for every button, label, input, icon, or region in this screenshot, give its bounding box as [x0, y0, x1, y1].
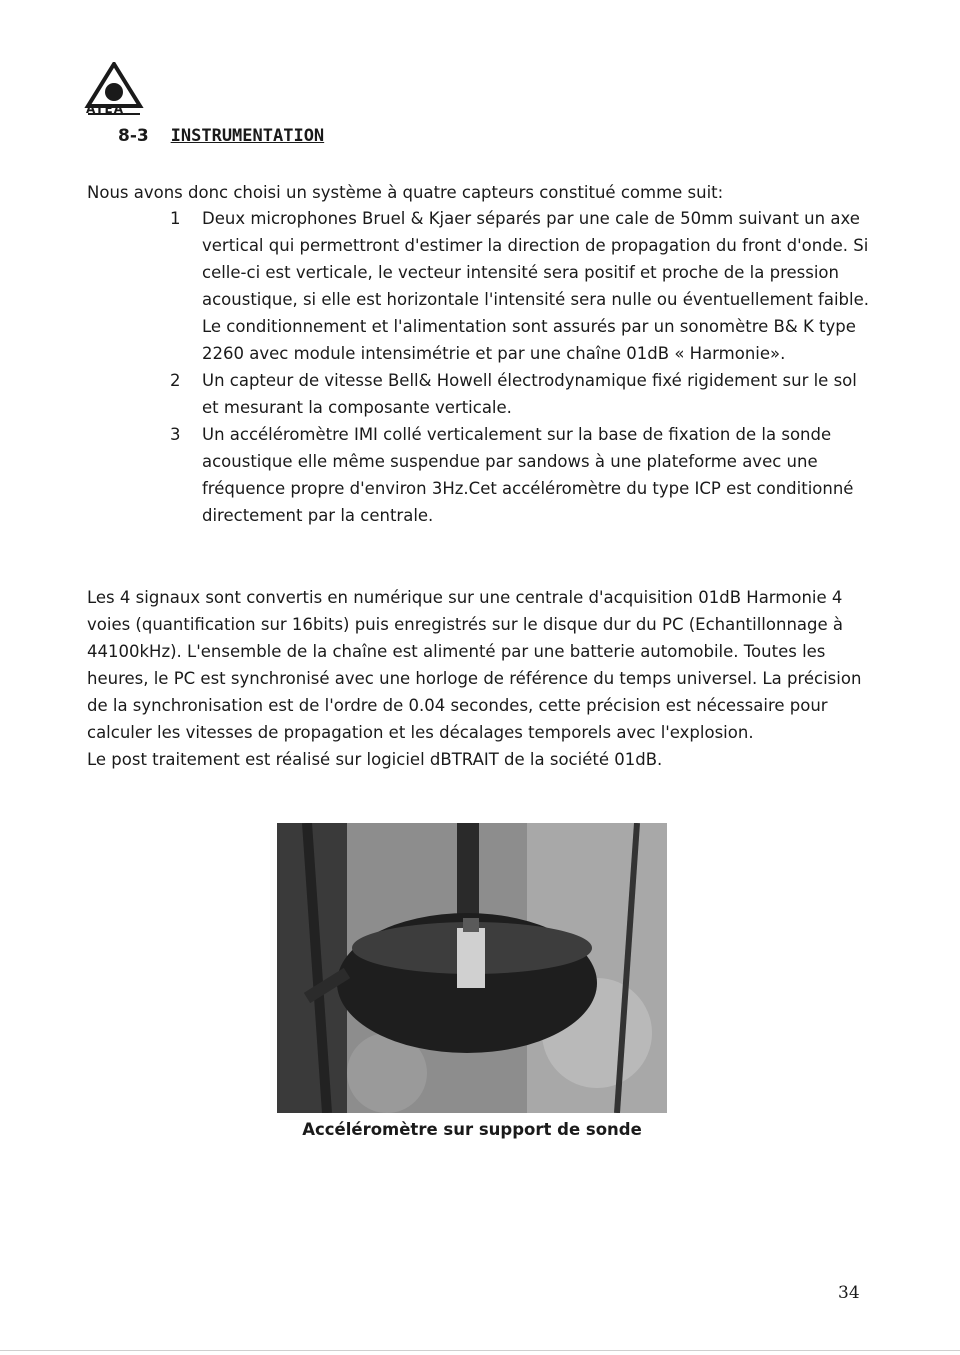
intro-text: Nous avons donc choisi un système à quatre capteurs constitué comme suit:	[87, 183, 724, 202]
body-paragraph	[87, 584, 877, 773]
section-number: 8-3	[118, 126, 149, 146]
paragraph-acquisition: Les 4 signaux sont convertis en numérique sur une centrale d'acquisition 01dB Harmonie 4 voies (quantification sur 16bits) puis enregistrés sur le disque dur du PC (Echantillonnage à 44100kHz). L'ensemble de la chaîne est alimenté par une batterie automobile. Toutes les heures, le PC est synchronisé avec une horloge de référence du temps universel. La précision de la synchronisation est de l'ordre de 0.04 secondes, cette précision est nécessaire pour calculer les vitesses de propagation et les décalages temporels avec l'explosion.	[87, 588, 862, 742]
section-title: INSTRUMENTATION	[170, 126, 325, 146]
list-item-text: Deux microphones Bruel & Kjaer séparés par une cale de 50mm suivant un axe vertical qui permettront d'estimer la direction de propagation du front d'onde. Si celle-ci est verticale, le vecteur intensité sera positif et proche de la pression acoustique, si elle est horizontale l'intensité sera nulle ou éventuellement faible. Le conditionnement et l'alimentation sont assurés par un sonomètre B& K type 2260 avec module intensimétrie et par une chaîne 01dB « Harmonie».	[202, 209, 869, 363]
list-item-text: Un capteur de vitesse Bell& Howell électrodynamique fixé rigidement sur le sol et mesurant la composante verticale.	[202, 371, 857, 417]
paragraph-post-processing: Le post traitement est réalisé sur logiciel dBTRAIT de la société 01dB.	[87, 750, 663, 769]
accelerometer-photo	[277, 823, 667, 1113]
photo-caption: Accéléromètre sur support de sonde	[302, 1120, 642, 1139]
list-item-number: 3	[170, 425, 181, 444]
page-bottom-rule	[0, 1350, 960, 1351]
list-item-number: 1	[170, 209, 181, 228]
section-heading	[118, 126, 324, 146]
list-item	[170, 421, 870, 529]
list-item-text: Un accéléromètre IMI collé verticalement sur la base de fixation de la sonde acoustique elle même suspendue par sandows à une plateforme avec une fréquence propre d'environ 3Hz.Cet accéléromètre du type ICP est conditionné directement par la centrale.	[202, 425, 854, 525]
sensor-list	[170, 205, 870, 529]
page-number: 34	[838, 1283, 860, 1303]
list-item-number: 2	[170, 371, 181, 390]
list-item	[170, 205, 870, 367]
list-item	[170, 367, 870, 421]
logo-text: ATEA	[86, 102, 125, 116]
